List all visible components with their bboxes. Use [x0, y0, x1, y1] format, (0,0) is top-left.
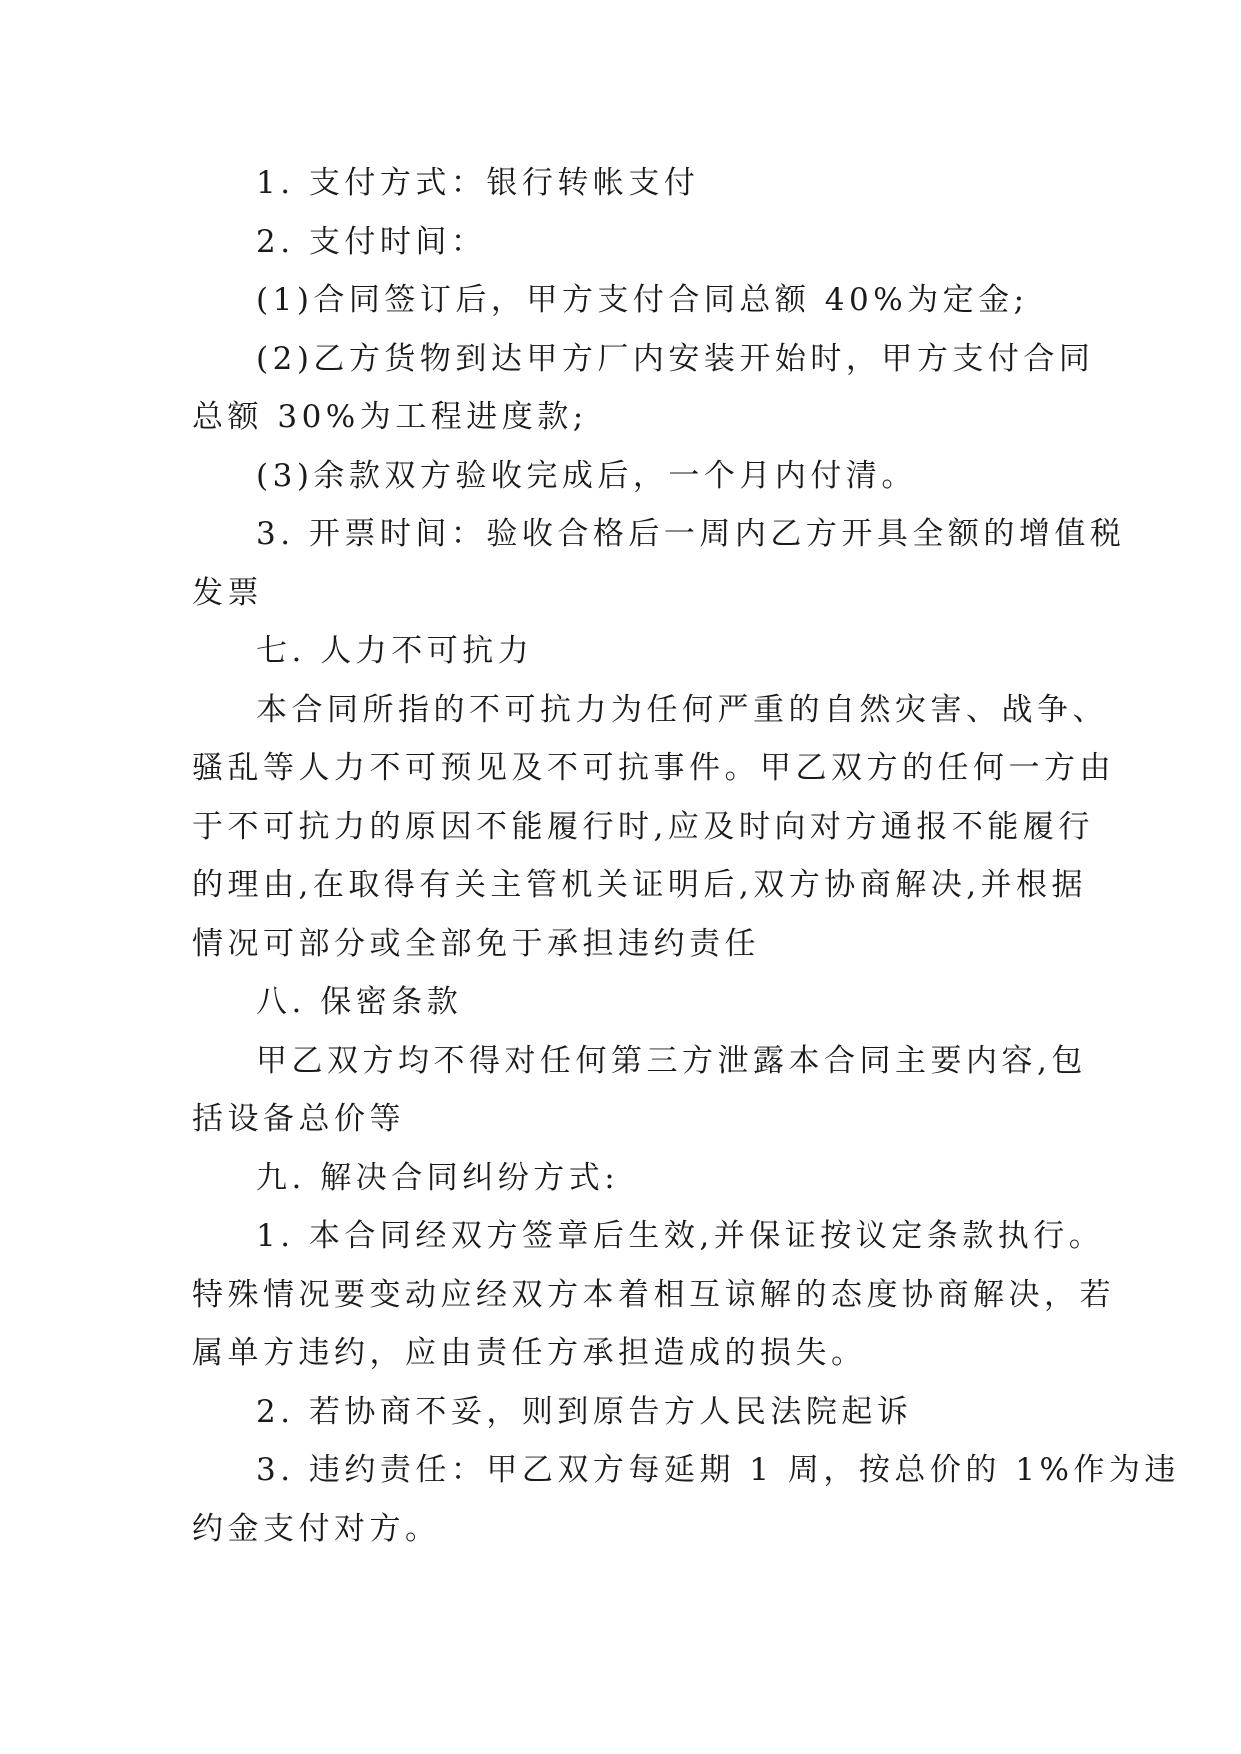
dispute-term-3: 3. 违约责任：甲乙双方每延期 1 周，按总价的 1%作为违	[256, 1452, 1180, 1488]
payment-term-3: (3)余款双方验收完成后，一个月内付清。	[256, 457, 917, 494]
force-majeure-text-continued: 情况可部分或全部免于承担违约责任	[192, 925, 760, 962]
payment-time-heading: 2. 支付时间：	[256, 223, 487, 260]
dispute-term-2: 2. 若协商不妥，则到原告方人民法院起诉	[256, 1393, 913, 1430]
section-confidentiality-heading: 八. 保密条款	[256, 984, 463, 1020]
payment-term-2: (2)乙方货物到达甲方厂内安装开始时，甲方支付合同	[256, 340, 1095, 377]
confidentiality-text-continued: 括设备总价等	[192, 1101, 405, 1137]
dispute-term-1-continued: 特殊情况要变动应经双方本着相互谅解的态度协商解决，若	[192, 1276, 1115, 1313]
force-majeure-text-continued: 于不可抗力的原因不能履行时,应及时向对方通报不能履行	[192, 808, 1094, 845]
confidentiality-text: 甲乙双方均不得对任何第三方泄露本合同主要内容,包	[256, 1042, 1087, 1079]
force-majeure-text: 本合同所指的不可抗力为任何严重的自然灾害、战争、	[256, 691, 1108, 728]
payment-term-2-continued: 总额 30%为工程进度款;	[192, 399, 588, 435]
document-body	[192, 154, 1180, 1558]
dispute-term-1: 1. 本合同经双方签章后生效,并保证按议定条款执行。	[256, 1218, 1105, 1254]
dispute-term-3-continued: 约金支付对方。	[192, 1510, 441, 1547]
invoice-time-line: 3. 开票时间：验收合格后一周内乙方开具全额的增值税	[256, 516, 1126, 552]
invoice-time-continued: 发票	[192, 574, 263, 611]
payment-term-1: (1)合同签订后，甲方支付合同总额 40%为定金;	[256, 282, 1029, 318]
force-majeure-text-continued: 骚乱等人力不可预见及不可抗事件。甲乙双方的任何一方由	[192, 750, 1115, 786]
payment-method-line: 1. 支付方式：银行转帐支付	[256, 165, 700, 201]
section-force-majeure-heading: 七. 人力不可抗力	[256, 633, 534, 669]
dispute-term-1-continued: 属单方违约，应由责任方承担造成的损失。	[192, 1335, 867, 1371]
force-majeure-text-continued: 的理由,在取得有关主管机关证明后,双方协商解决,并根据	[192, 867, 1088, 903]
section-dispute-heading: 九. 解决合同纠纷方式:	[256, 1159, 620, 1196]
